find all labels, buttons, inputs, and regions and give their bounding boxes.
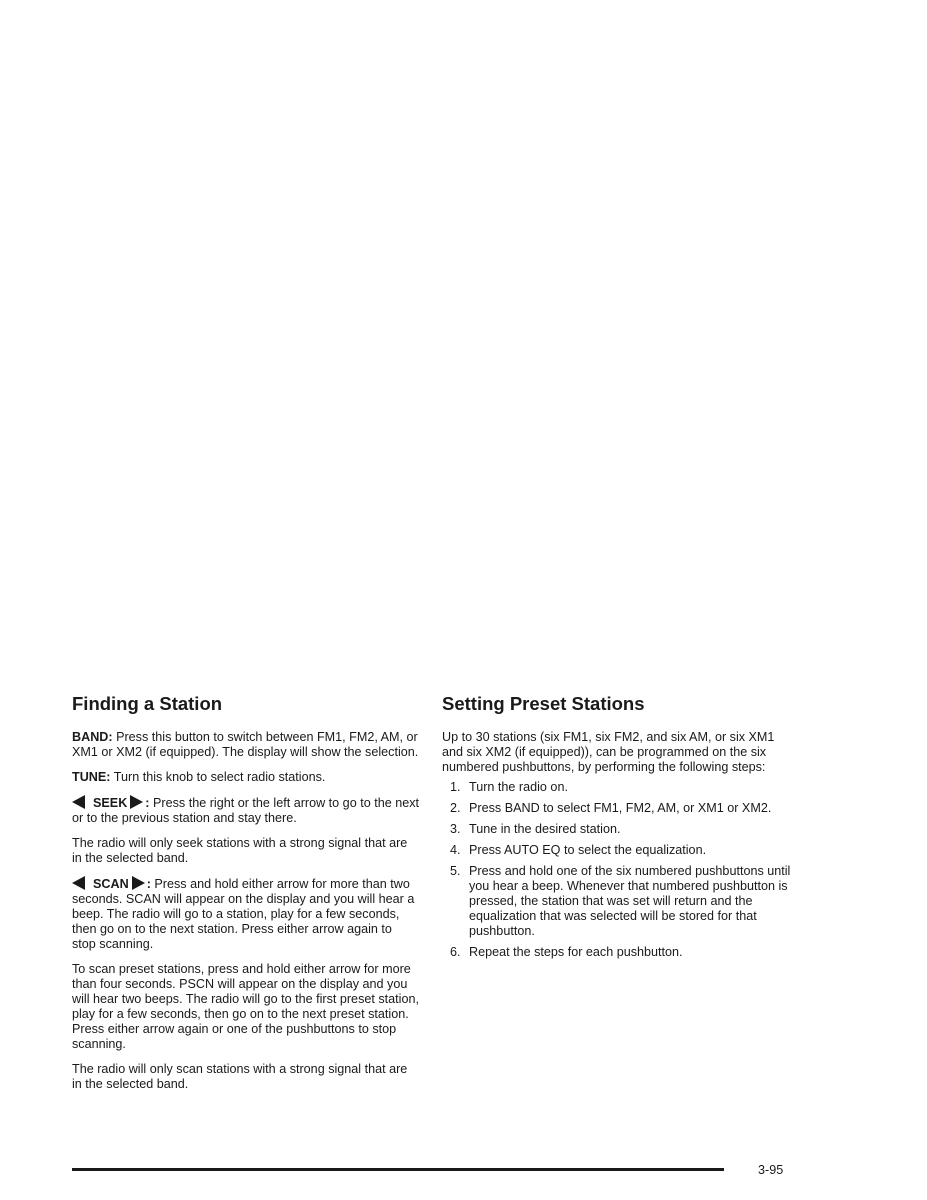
scan-paragraph [72, 876, 419, 952]
right-column [442, 692, 797, 966]
section-heading-setting-presets: Setting Preset Stations [442, 693, 645, 714]
list-item [442, 822, 797, 837]
step-number: 1. [450, 780, 461, 794]
seek-colon: : [145, 796, 150, 810]
band-paragraph [72, 730, 419, 760]
band-text: Press this button to switch between FM1, FM2, AM, or XM1 or XM2 (if equipped). The display will show the selection. [72, 730, 419, 759]
step-text: Press AUTO EQ to select the equalization. [469, 843, 707, 857]
step-number: 3. [450, 822, 461, 836]
seek-paragraph [72, 795, 419, 826]
step-text: Repeat the steps for each pushbutton. [469, 945, 683, 959]
list-item [442, 864, 797, 939]
left-arrow-icon [72, 795, 85, 809]
tune-text: Turn this knob to select radio stations. [113, 770, 326, 784]
list-item [442, 945, 797, 960]
list-item [442, 780, 797, 795]
preset-steps-list [442, 780, 797, 960]
section-heading-finding-station: Finding a Station [72, 693, 223, 714]
step-number: 4. [450, 843, 461, 857]
left-column [72, 692, 419, 1102]
tune-label: TUNE: [72, 770, 111, 784]
step-number: 5. [450, 864, 461, 878]
seek-text: Press the right or the left arrow to go to the next or to the previous station and stay there. [72, 796, 420, 825]
step-text: Turn the radio on. [469, 780, 568, 794]
right-arrow-icon [130, 795, 143, 809]
tune-paragraph [72, 770, 419, 785]
preset-scan-paragraph: To scan preset stations, press and hold either arrow for more than four seconds. PSCN will appear on the display and you will hear two beeps. The radio will go to the first preset station, play for a few seconds, then go on to the next preset station. Press either arrow again or one of the pushbuttons to stop scanning. [72, 962, 419, 1051]
presets-intro-paragraph: Up to 30 stations (six FM1, six FM2, and six AM, or six XM1 and six XM2 (if equipped)), can be programmed on the six numbered pushbuttons, by performing the following steps: [442, 730, 775, 774]
scan-label: SCAN [93, 877, 129, 891]
seek-note-paragraph: The radio will only seek stations with a strong signal that are in the selected band. [72, 836, 408, 865]
scan-note-paragraph: The radio will only scan stations with a strong signal that are in the selected band. [72, 1062, 408, 1091]
step-number: 6. [450, 945, 461, 959]
band-label: BAND: [72, 730, 113, 744]
list-item [442, 801, 797, 816]
scan-text: Press and hold either arrow for more than two seconds. SCAN will appear on the display and you will hear a beep. The radio will go to a station, play for a few seconds, then go on to the next station. Press either arrow again to stop scanning. [72, 877, 415, 951]
step-text: Press BAND to select FM1, FM2, AM, or XM1 or XM2. [469, 801, 772, 815]
page-number: 3-95 [758, 1163, 784, 1177]
step-number: 2. [450, 801, 461, 815]
list-item [442, 843, 797, 858]
footer-divider [72, 1168, 724, 1171]
right-arrow-icon [132, 876, 145, 890]
step-text: Press and hold one of the six numbered pushbuttons until you hear a beep. Whenever that numbered pushbutton is pressed, the station that was set will return and the equalization that was selected will be stored for that pushbutton. [469, 864, 791, 938]
scan-colon: : [146, 877, 151, 891]
left-arrow-icon [72, 876, 85, 890]
seek-label: SEEK [93, 796, 128, 810]
step-text: Tune in the desired station. [469, 822, 621, 836]
